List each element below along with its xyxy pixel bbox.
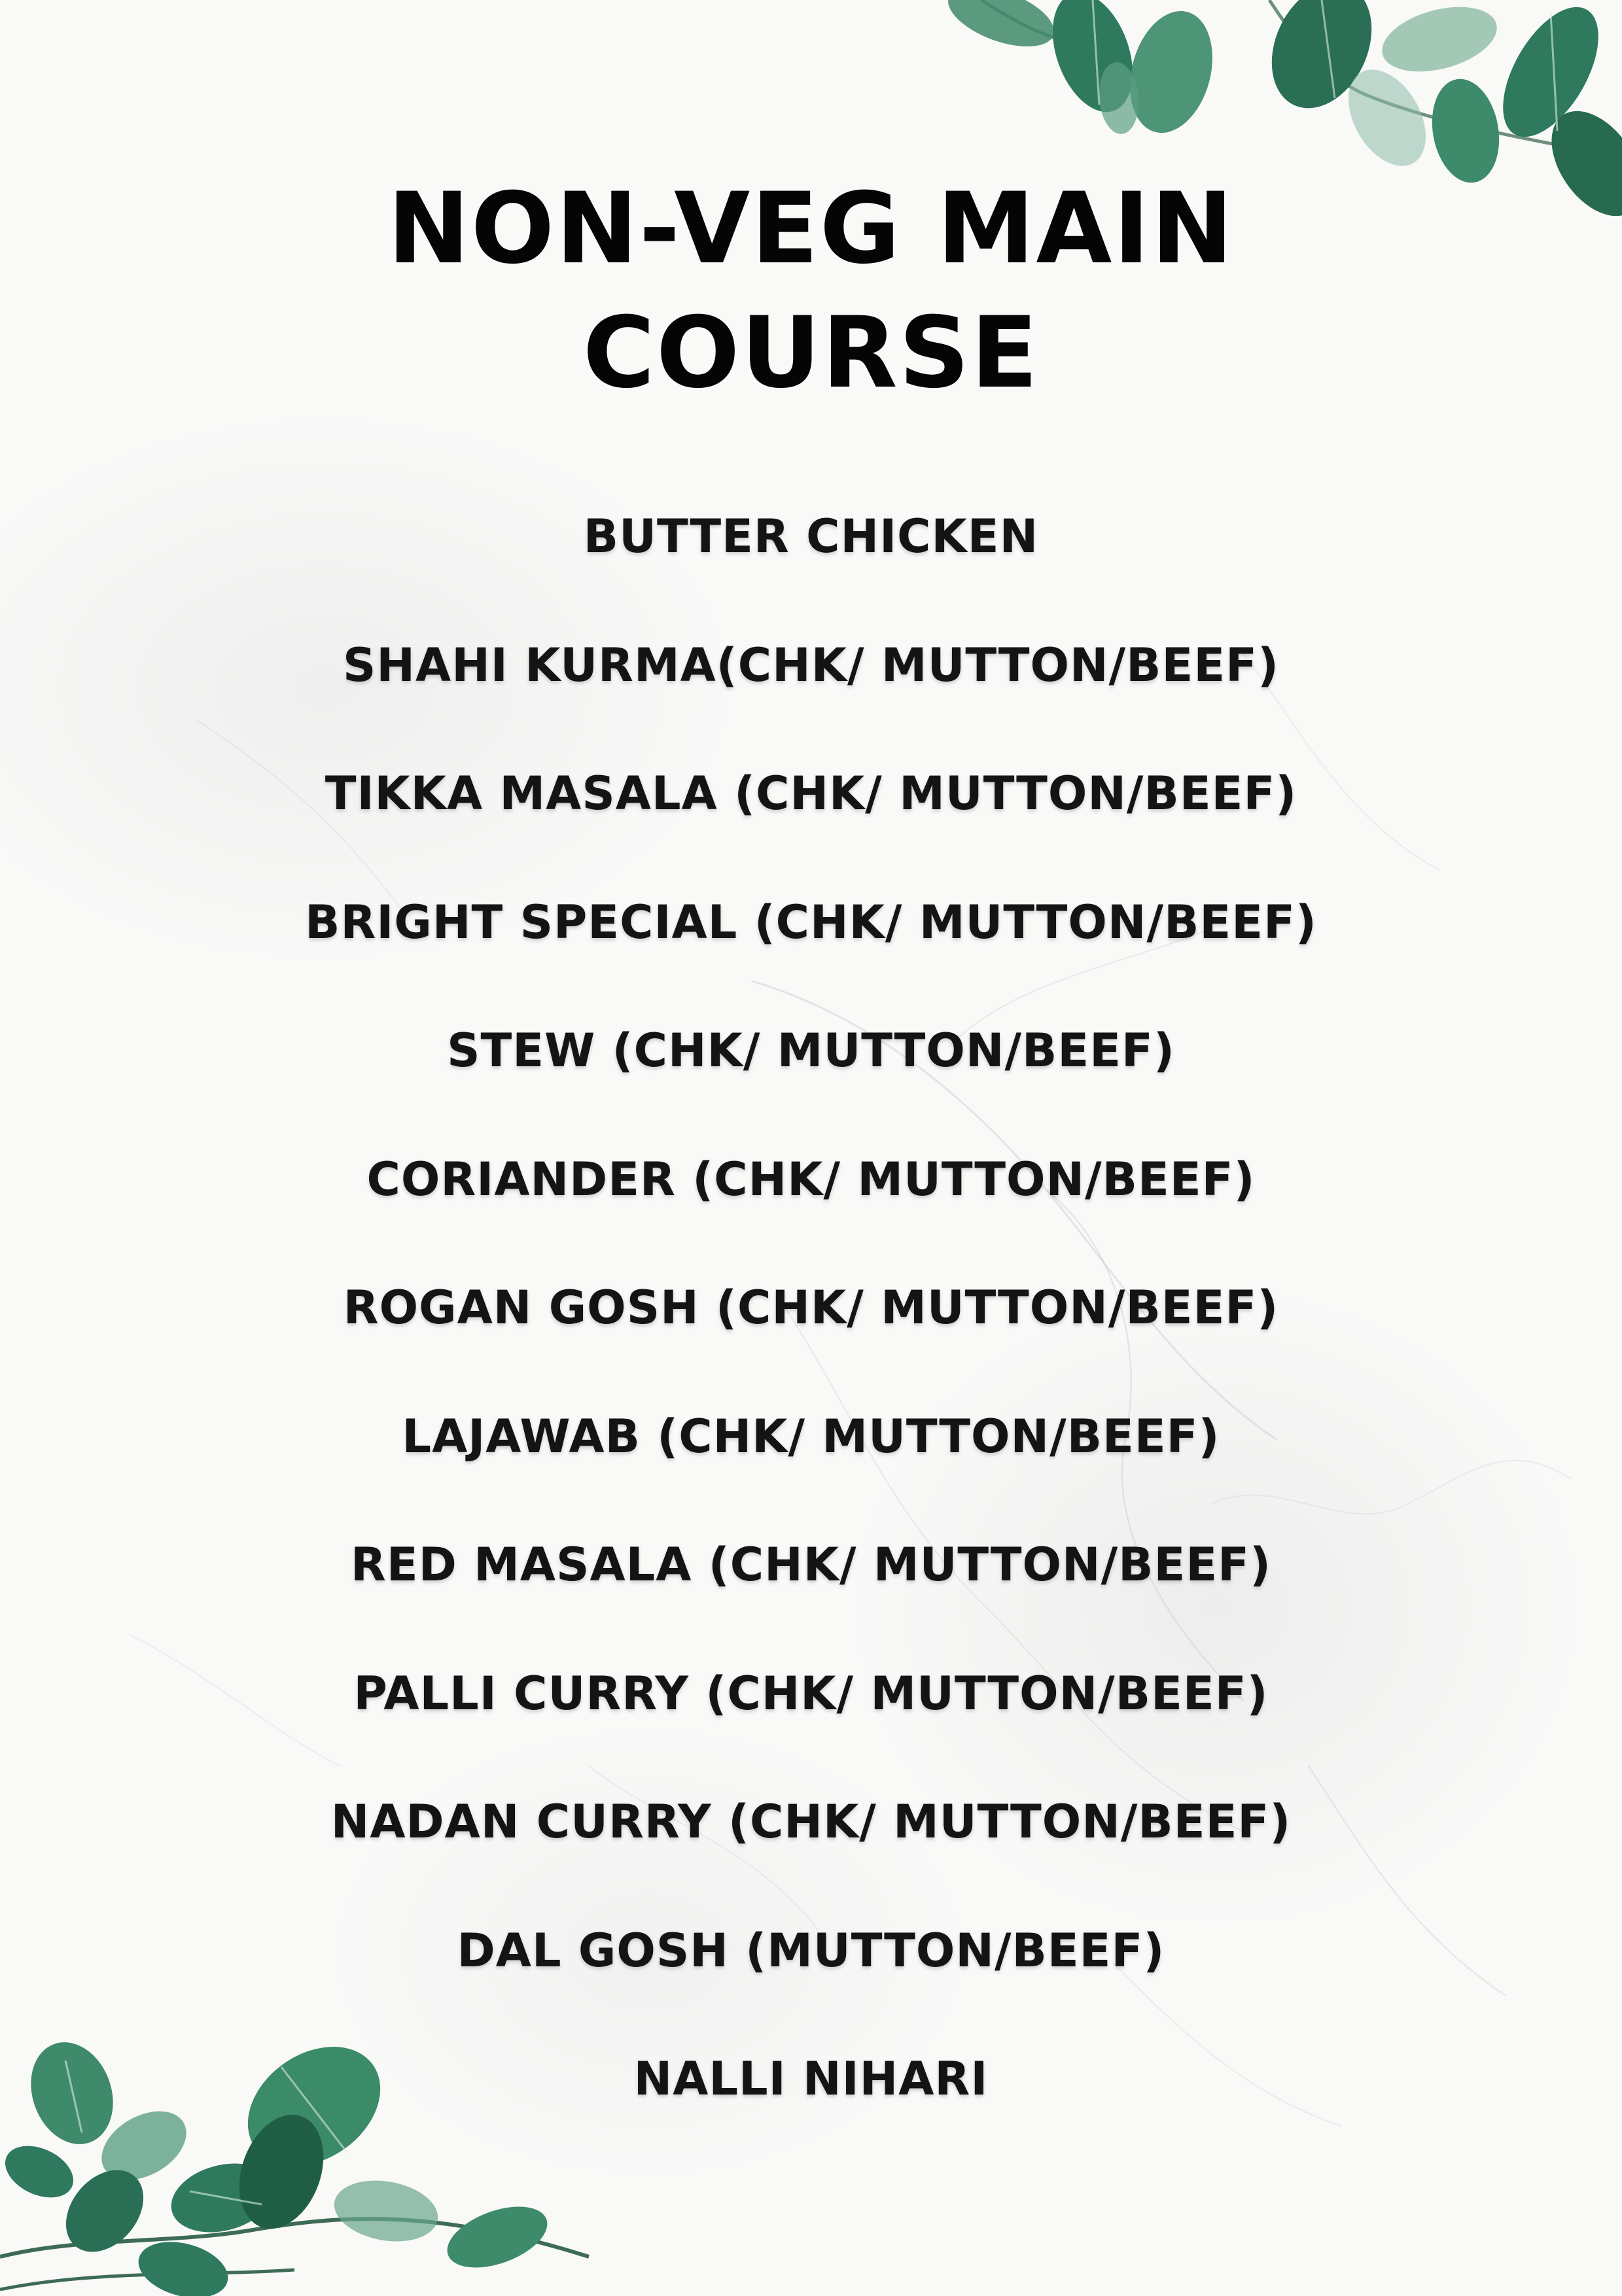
- menu-item: NALLI NIHARI: [633, 2052, 989, 2106]
- menu-item: LAJAWAB (CHK/ MUTTON/BEEF): [402, 1409, 1220, 1463]
- page-title-line-2: COURSE: [582, 296, 1040, 410]
- menu-item: DAL GOSH (MUTTON/BEEF): [457, 1923, 1165, 1977]
- menu-item: STEW (CHK/ MUTTON/BEEF): [447, 1024, 1175, 1077]
- page-title-line-1: NON-VEG MAIN: [387, 172, 1235, 286]
- page-title: [0, 167, 1622, 415]
- menu-item: NADAN CURRY (CHK/ MUTTON/BEEF): [330, 1795, 1292, 1849]
- menu-item: BUTTER CHICKEN: [583, 510, 1039, 563]
- menu-item: BRIGHT SPECIAL (CHK/ MUTTON/BEEF): [305, 895, 1317, 949]
- menu-item: PALLI CURRY (CHK/ MUTTON/BEEF): [353, 1666, 1269, 1720]
- menu-list: [0, 507, 1622, 2178]
- menu-item: RED MASALA (CHK/ MUTTON/BEEF): [351, 1538, 1271, 1592]
- menu-item: SHAHI KURMA(CHK/ MUTTON/BEEF): [343, 638, 1279, 692]
- menu-item: TIKKA MASALA (CHK/ MUTTON/BEEF): [325, 767, 1297, 820]
- menu-item: CORIANDER (CHK/ MUTTON/BEEF): [366, 1152, 1256, 1206]
- menu-item: ROGAN GOSH (CHK/ MUTTON/BEEF): [343, 1281, 1279, 1334]
